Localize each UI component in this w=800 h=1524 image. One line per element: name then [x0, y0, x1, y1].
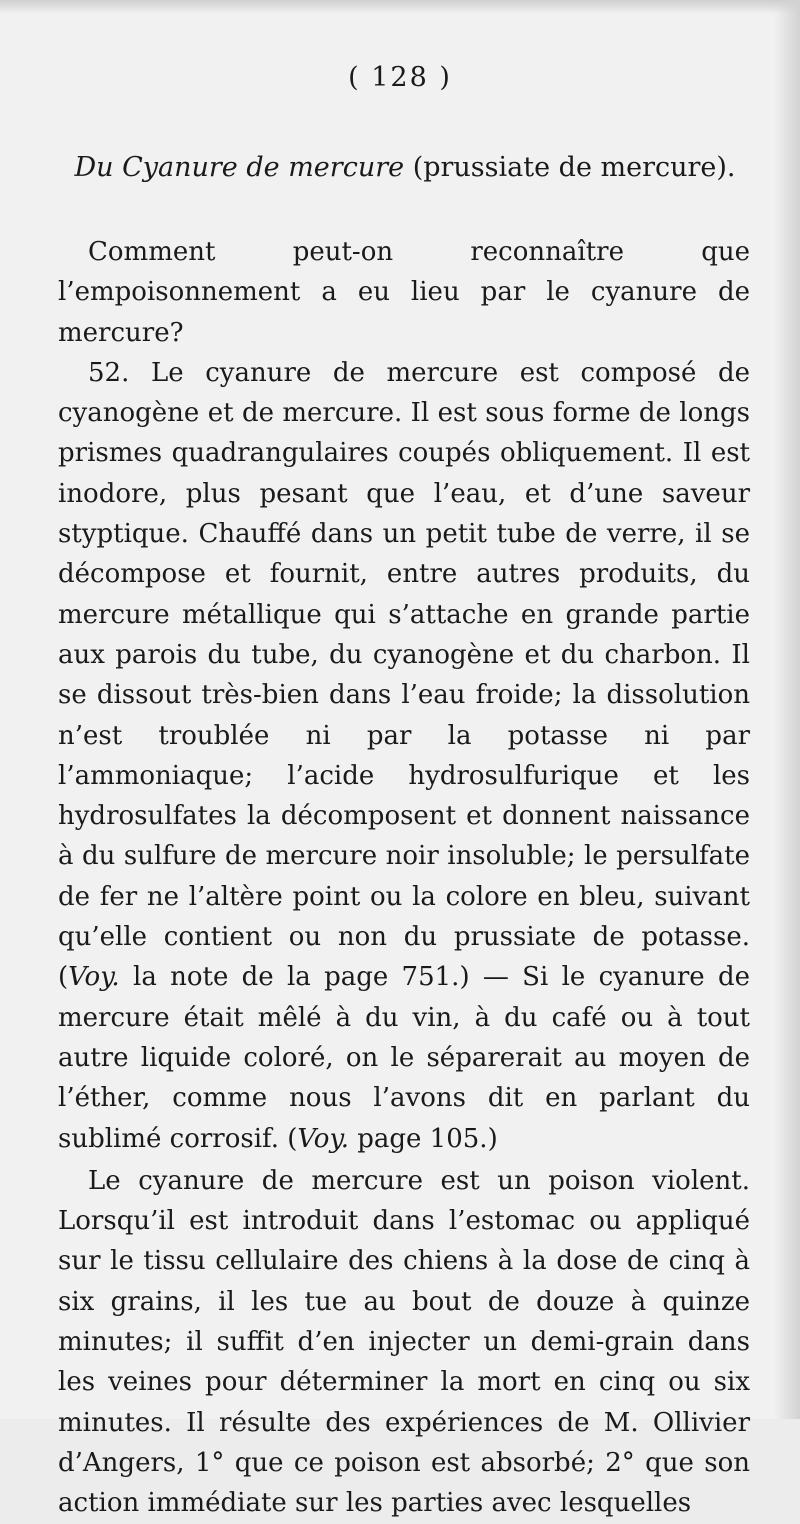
voy-reference-2: Voy. [297, 1123, 349, 1154]
paragraph-52-text-3: page 105.) [348, 1123, 498, 1154]
paragraph-52 [58, 353, 750, 1159]
section-heading-italic: Du Cyanure de mercure [74, 152, 405, 183]
question-paragraph: Comment peut-on reconnaître que l’empoisonnement a eu lieu par le cyanure de mercure? [58, 237, 750, 348]
poison-paragraph: Le cyanure de mercure est un poison violent. Lorsqu’il est introduit dans l’estomac ou appliqué sur le tissu cellulaire des chiens à la dose de cinq à six grains, il les tue au bout de douze à quinze minutes; il suffit d’en injecter un demi-grain dans les veines pour déterminer la mort en cinq ou six minutes. Il résulte des expériences de M. Ollivier d’Angers, 1° que ce poison est absorbé; 2° que son action immédiate sur les parties avec lesquelles [58, 1165, 750, 1519]
paragraph-52-text-2: la note de la page 751.) — Si le cyanure de mercure était mêlé à du vin, à du café ou à tout autre liquide coloré, on le séparerait au moyen de l’éther, comme nous l’avons dit en parlant du sublimé corrosif. ( [58, 962, 750, 1154]
section-heading-subtitle: (prussiate de mercure). [412, 152, 736, 183]
section-heading [60, 148, 750, 188]
paragraph-52-text-1: 52. Le cyanure de mercure est composé de cyanogène et de mercure. Il est sous forme de longs prismes quadrangulaires coupés obliquement. Il est inodore, plus pesant que l’eau, et d’une saveur styptique. Chauffé dans un petit tube de verre, il se décompose et fournit, entre autres produits, du mercure métallique qui s’attache en grande partie aux parois du tube, du cyanogène et du charbon. Il se dissout très-bien dans l’eau froide; la dissolution n’est troublée ni par la potasse ni par l’ammoniaque; l’acide hydrosulfurique et les hydrosulfates la décomposent et donnent naissance à du sulfure de mercure noir insoluble; le persulfate de fer ne l’altère point ou la colore en bleu, suivant qu’elle contient ou non du prussiate de potasse. ( [58, 357, 750, 993]
voy-reference-1: Voy. [68, 962, 120, 993]
page-gutter-shadow [774, 0, 800, 1419]
page-number: ( 128 ) [348, 62, 452, 93]
body-text [58, 232, 750, 1524]
page-top-shadow [0, 0, 800, 14]
